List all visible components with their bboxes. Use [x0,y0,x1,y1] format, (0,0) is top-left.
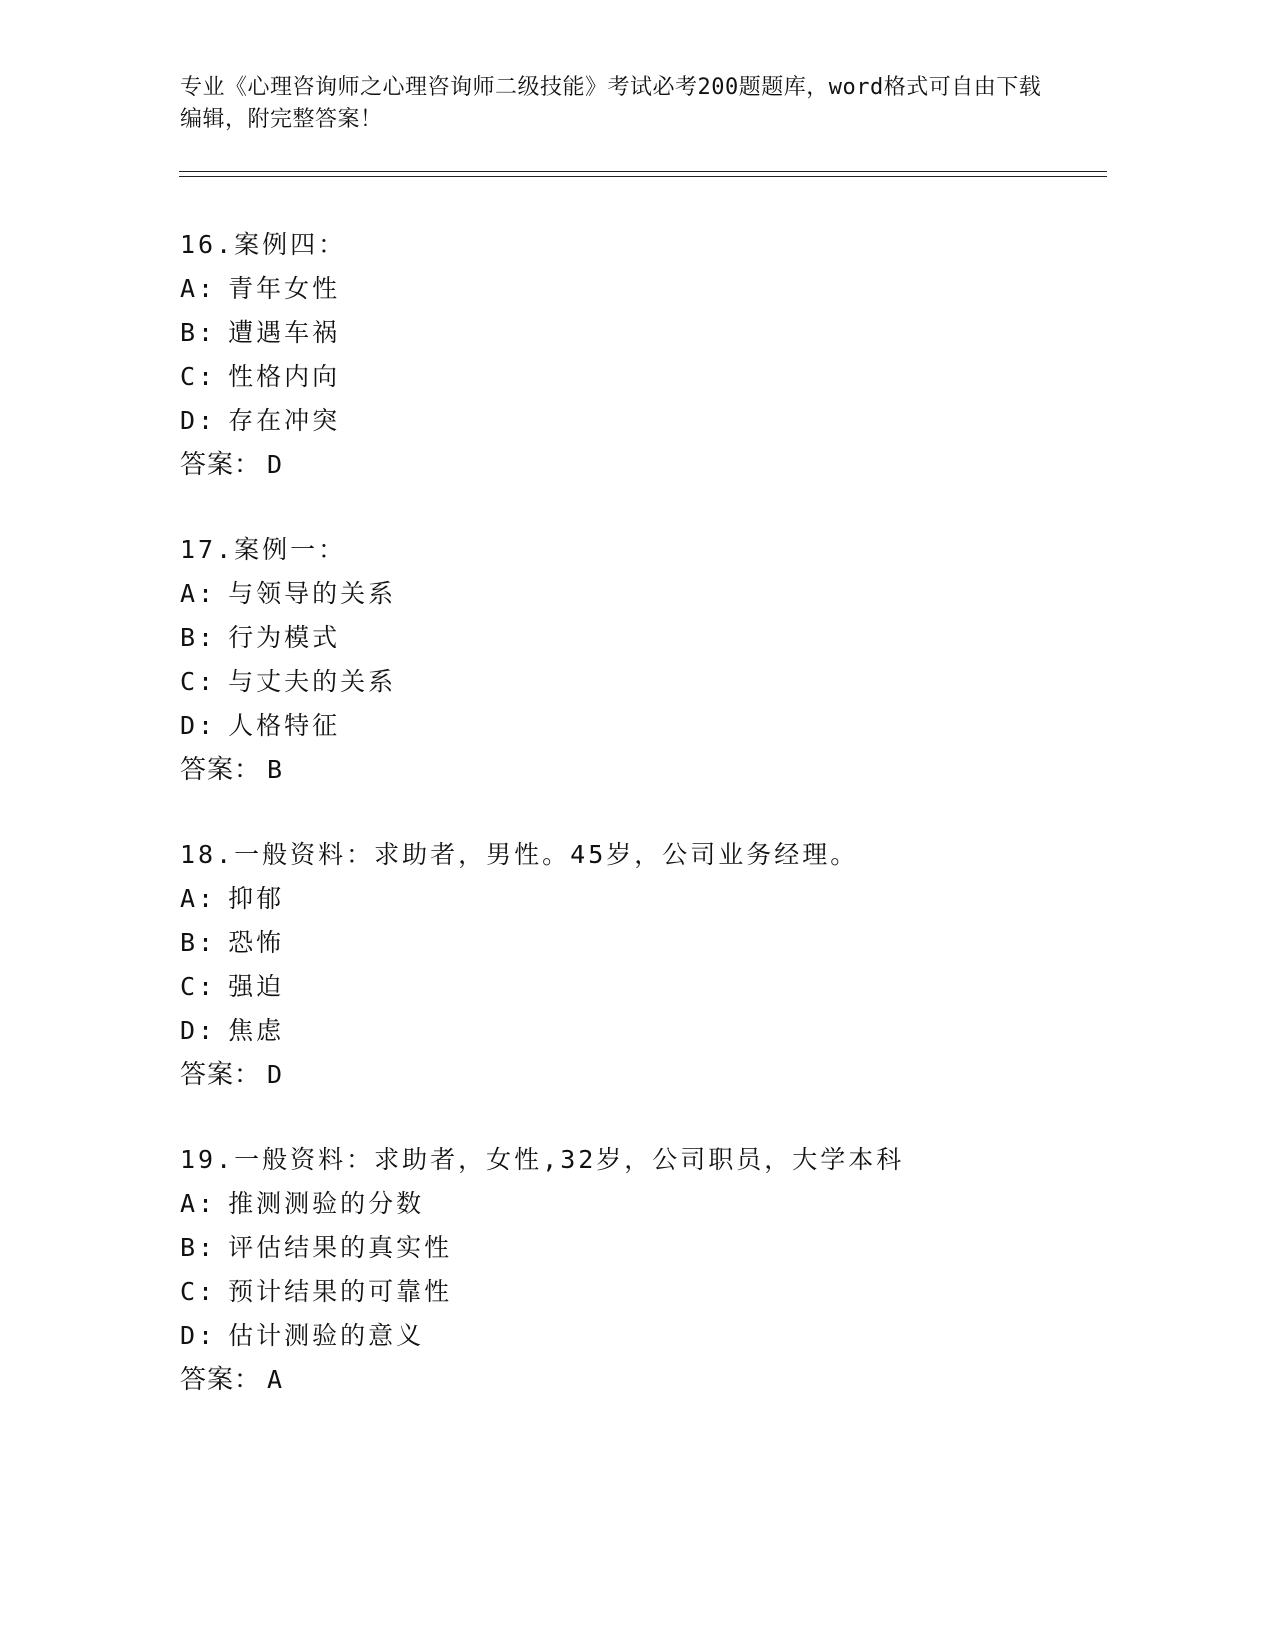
option-label: D: [180,406,217,435]
option-d [180,399,1080,443]
option-text: 强迫 [228,972,285,1001]
option-text: 存在冲突 [228,406,341,435]
answer-line [180,1053,1080,1097]
option-text: 与领导的关系 [228,579,397,608]
option-text: 性格内向 [228,362,341,391]
answer-value: D [267,1060,284,1089]
option-label: B: [180,623,217,652]
option-a [180,572,1080,616]
answer-line [180,443,1080,487]
option-text: 推测测验的分数 [228,1189,425,1218]
question-17 [180,528,1080,792]
option-text: 行为模式 [228,623,341,652]
option-c [180,1270,1080,1314]
answer-label: 答案： [180,1060,262,1090]
header-divider-top [179,171,1107,172]
option-c [180,965,1080,1009]
answer-value: A [267,1365,284,1394]
option-label: C: [180,972,217,1001]
option-d [180,1314,1080,1358]
option-label: D: [180,711,217,740]
header-divider-bottom [179,176,1107,177]
option-label: A: [180,884,217,913]
answer-label: 答案： [180,450,262,480]
option-b [180,311,1080,355]
option-label: A: [180,274,217,303]
option-label: C: [180,1277,217,1306]
option-a [180,877,1080,921]
option-text: 焦虑 [228,1016,285,1045]
option-text: 评估结果的真实性 [228,1233,453,1262]
question-stem: 19.一般资料：求助者，女性,32岁，公司职员，大学本科 [180,1145,905,1174]
option-c [180,355,1080,399]
question-stem: 17.案例一： [180,535,347,564]
option-text: 估计测验的意义 [228,1321,425,1350]
option-a [180,267,1080,311]
option-text: 与丈夫的关系 [228,667,397,696]
option-label: A: [180,579,217,608]
option-label: D: [180,1321,217,1350]
question-19 [180,1138,1080,1402]
option-label: A: [180,1189,217,1218]
option-c [180,660,1080,704]
option-d [180,704,1080,748]
option-text: 抑郁 [228,884,285,913]
option-label: C: [180,362,217,391]
answer-line [180,1358,1080,1402]
answer-value: B [267,755,284,784]
option-label: D: [180,1016,217,1045]
option-text: 遭遇车祸 [228,318,341,347]
option-b [180,616,1080,660]
option-text: 恐怖 [228,928,285,957]
question-18 [180,833,1080,1097]
option-text: 青年女性 [228,274,341,303]
option-text: 预计结果的可靠性 [228,1277,453,1306]
answer-line [180,748,1080,792]
option-b [180,1226,1080,1270]
question-16 [180,223,1080,487]
answer-label: 答案： [180,755,262,785]
option-label: B: [180,318,217,347]
option-b [180,921,1080,965]
option-a [180,1182,1080,1226]
document-header: 专业《心理咨询师之心理咨询师二级技能》考试必考200题题库，word格式可自由下载编辑，附完整答案！ [180,75,1042,132]
option-label: B: [180,928,217,957]
answer-label: 答案： [180,1365,262,1395]
option-text: 人格特征 [228,711,341,740]
option-label: B: [180,1233,217,1262]
question-stem: 18.一般资料：求助者，男性。45岁，公司业务经理。 [180,840,859,869]
option-label: C: [180,667,217,696]
option-d [180,1009,1080,1053]
question-stem: 16.案例四： [180,230,347,259]
answer-value: D [267,450,284,479]
